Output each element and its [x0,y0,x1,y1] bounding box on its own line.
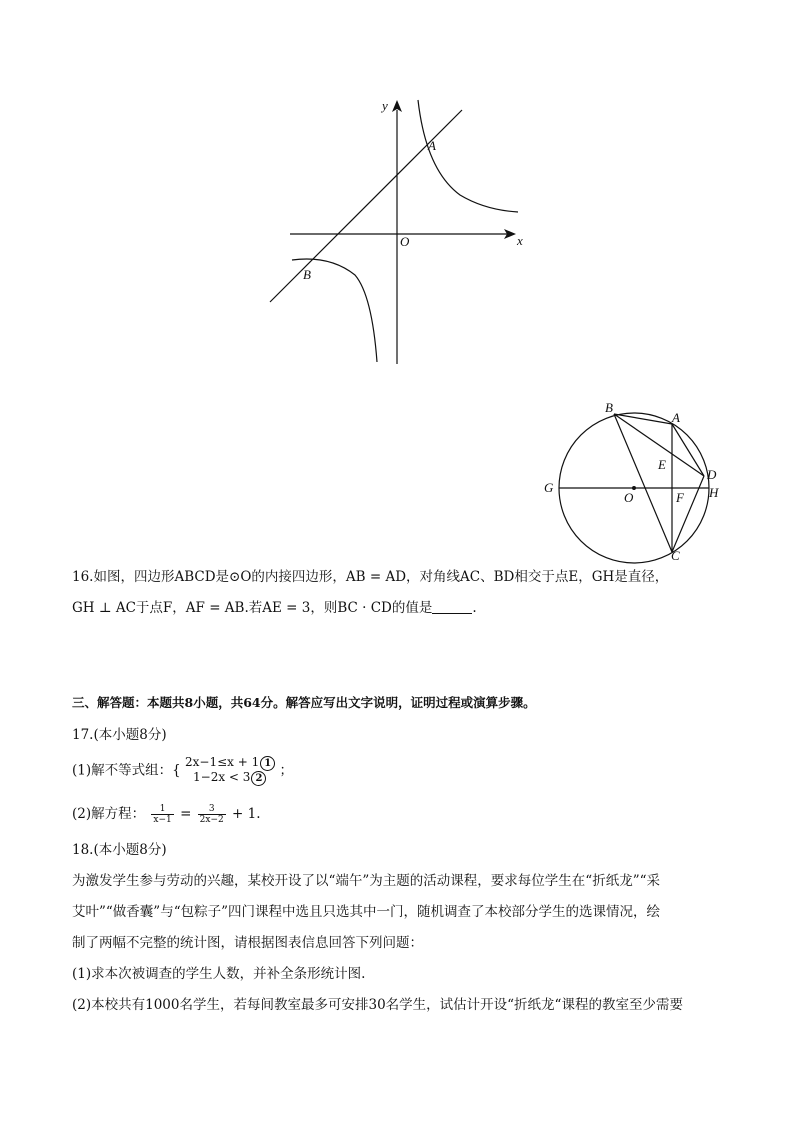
q17-part1-prefix: (1)解不等式组：{ [72,762,181,779]
answer-blank [432,599,472,614]
q17-title: 17.(本小题8分) [72,727,167,743]
q17-part2-suffix: + 1. [232,806,261,822]
figure-hyperbola [260,90,540,370]
label-d: D [707,467,717,482]
label-b: B [605,400,613,415]
x-axis-label: x [517,233,523,248]
q17-part1-suffix: ； [279,762,294,779]
point-b-label: B [303,267,311,282]
label-f: F [676,490,684,505]
q18-line2: 艾叶”“做香囊”与“包粽子”四门课程中选且只选其中一门，随机调查了本校部分学生的选课情况，绘 [72,904,661,920]
origin-label: O [400,234,410,249]
fraction-right: $\frac{3}{2x-2}$ [199,804,224,825]
circled-number-2: 2 [251,771,266,786]
q17-part2 [72,804,261,825]
label-e: E [658,457,666,472]
inequality-system [185,756,275,786]
q18-line4: (1)求本次被调查的学生人数，并补全条形统计图. [72,966,366,982]
fraction-left: $\frac{1}{x-1}$ [153,804,172,825]
q16-line1: 16.如图，四边形ABCD是⊙O的内接四边形，AB = AD，对角线AC、BD相交于点E，GH是直径， [72,569,669,585]
q17-part2-prefix: (2)解方程： [72,806,146,822]
section-heading: 三、解答题：本题共8小题，共64分。解答应写出文字说明，证明过程或演算步骤。 [72,695,536,710]
inequality-1: 2x−1≤x + 1 [185,755,260,769]
hyperbola-branch-upper [418,100,518,212]
label-a: A [672,410,680,425]
label-h: H [709,485,719,500]
point-a-label: A [428,138,436,153]
q17-part1 [72,756,293,786]
equals-sign: = [180,806,192,822]
q18-line3: 制了两幅不完整的统计图，请根据图表信息回答下列问题： [72,935,423,951]
inequality-2: 1−2x < 3 [193,770,251,784]
q16-line2-text: GH ⊥ AC于点F，AF = AB.若AE = 3，则BC · CD的值是 [72,600,433,616]
circled-number-1: 1 [260,756,275,771]
y-axis-label: y [382,98,388,113]
label-c: C [671,548,680,563]
q18-title: 18.(本小题8分) [72,842,167,858]
q18-line5: (2)本校共有1000名学生，若每间教室最多可安排30名学生，试估计开设“折纸龙“课程的教室至少需要 [72,997,683,1013]
q16-line2-suffix: . [472,600,477,616]
label-o: O [624,490,634,505]
q18-line1: 为激发学生参与劳动的兴趣，某校开设了以“端午”为主题的活动课程，要求每位学生在“折纸龙”“采 [72,873,661,889]
label-g: G [544,480,554,495]
figure-circle [536,398,726,566]
q16-line2 [72,598,477,618]
